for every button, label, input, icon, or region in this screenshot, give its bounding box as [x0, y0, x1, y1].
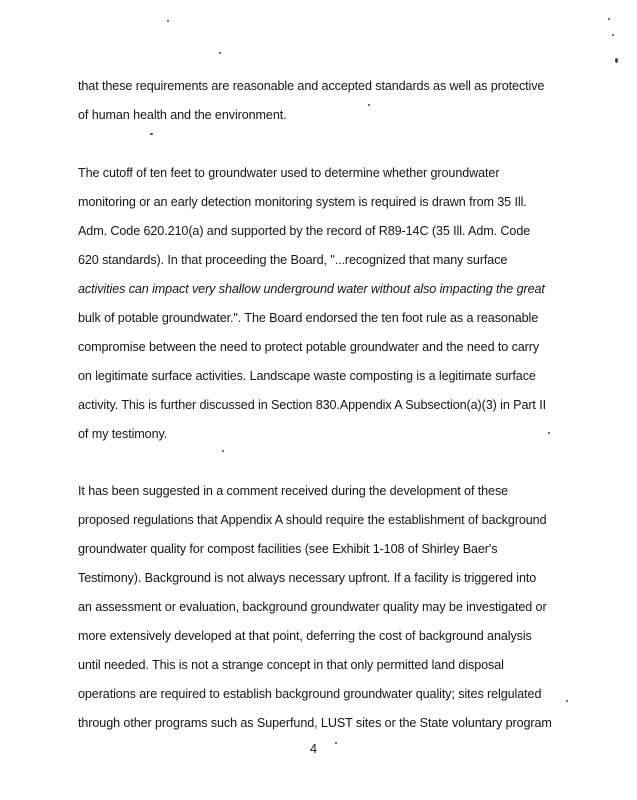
- text-line: bulk of potable groundwater.". The Board endorsed the ten foot rule as a reasonable: [78, 311, 539, 325]
- text-line: activities can impact very shallow underground water without also impacting the great: [78, 282, 545, 296]
- text-line: until needed. This is not a strange concept in that only permitted land disposal: [78, 658, 504, 672]
- page-number: 4: [310, 742, 318, 756]
- text-line: compromise between the need to protect potable groundwater and the need to carry: [78, 340, 540, 354]
- text-line: proposed regulations that Appendix A should require the establishment of background: [78, 513, 547, 527]
- text-line: of my testimony.: [78, 427, 168, 441]
- scan-speck: [167, 20, 169, 22]
- text-line: more extensively developed at that point, deferring the cost of background analysis: [78, 629, 532, 643]
- scan-speck: [615, 58, 618, 63]
- scan-speck: [335, 742, 337, 744]
- text-line: that these requirements are reasonable and accepted standards as well as protective: [78, 79, 545, 93]
- text-line: 620 standards). In that proceeding the Board, "...recognized that many surface: [78, 253, 508, 267]
- text-line: through other programs such as Superfund, LUST sites or the State voluntary program: [78, 716, 552, 730]
- scan-speck: [368, 104, 370, 106]
- text-line: activity. This is further discussed in Section 830.Appendix A Subsection(a)(3) in Part II: [78, 398, 547, 412]
- text-line: operations are required to establish background groundwater quality; sites relgulated: [78, 687, 542, 701]
- scan-speck: [222, 450, 224, 452]
- scan-speck: [566, 700, 568, 702]
- text-line: Adm. Code 620.210(a) and supported by the record of R89-14C (35 Ill. Adm. Code: [78, 224, 531, 238]
- scan-speck: [612, 34, 614, 36]
- scan-speck: [219, 52, 221, 54]
- scan-speck: [608, 18, 610, 20]
- text-line: monitoring or an early detection monitoring system is required is drawn from 35 Ill.: [78, 195, 527, 209]
- scan-speck: [150, 133, 153, 135]
- text-line: on legitimate surface activities. Landscape waste composting is a legitimate surface: [78, 369, 536, 383]
- text-line: The cutoff of ten feet to groundwater used to determine whether groundwater: [78, 166, 500, 180]
- text-line: groundwater quality for compost facilities (see Exhibit 1-108 of Shirley Baer's: [78, 542, 498, 556]
- text-line: Testimony). Background is not always necessary upfront. If a facility is triggered into: [78, 571, 537, 585]
- text-line: of human health and the environment.: [78, 108, 287, 122]
- text-line: an assessment or evaluation, background groundwater quality may be investigated or: [78, 600, 547, 614]
- scan-speck: [548, 432, 550, 434]
- text-line: It has been suggested in a comment received during the development of these: [78, 484, 509, 498]
